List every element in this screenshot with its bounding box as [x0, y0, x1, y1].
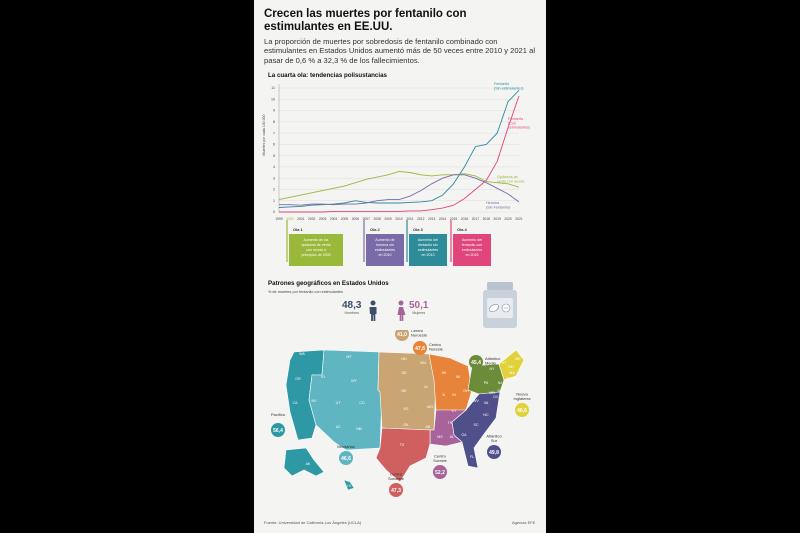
state-label: VT: [501, 361, 507, 365]
series-label: estimulantes): [508, 125, 530, 130]
wave-text: principios de 2000: [301, 253, 331, 257]
state-label: GA: [461, 433, 467, 437]
state-label: NV: [311, 399, 317, 403]
region-name: Centro: [433, 453, 447, 459]
wave-text: fentanilo con: [461, 243, 483, 247]
state-label: RI: [514, 377, 518, 381]
series-label: Heroína: [486, 201, 500, 205]
state-label: WI: [441, 371, 447, 375]
state-label: SC: [473, 423, 479, 427]
y-tick-label: 7: [273, 131, 275, 136]
x-tick-label: 2020: [504, 217, 512, 221]
region-value: 45,4: [471, 359, 481, 366]
state-label: CA: [292, 401, 298, 405]
region-name: Noreste: [429, 346, 444, 352]
y-tick-label: 10: [271, 97, 275, 102]
state-label: NE: [401, 389, 407, 393]
y-tick-label: 2: [273, 187, 275, 192]
region-name: Sur: [490, 438, 498, 443]
series-label: venta con receta: [497, 179, 525, 184]
state-label: NY: [489, 367, 495, 371]
wave-text: Aumento del: [461, 238, 483, 242]
state-label: NM: [356, 427, 362, 431]
region-name: Nueva: [516, 391, 528, 397]
state-label: IL: [442, 393, 446, 397]
region-name: Pacífico: [270, 412, 286, 417]
wave-text: opiáceos de venta: [301, 243, 331, 247]
y-tick-label: 3: [273, 176, 275, 181]
state-label: MN: [420, 361, 426, 365]
men-value: 48,3: [342, 300, 362, 311]
y-ticks: [271, 86, 275, 214]
chart-title: La cuarta ola: tendencias polisustancias: [268, 72, 387, 79]
wave-text: estimulantes: [417, 248, 439, 252]
series-line: [279, 171, 519, 199]
state-label: AZ: [335, 425, 341, 429]
x-tick-label: 2016: [460, 217, 469, 221]
state-label: WV: [473, 399, 479, 403]
women-stat: [409, 300, 428, 315]
region-value: 52,2: [435, 469, 445, 476]
x-tick-label: 2021: [515, 217, 523, 221]
x-tick-label: 2015: [449, 217, 458, 221]
region-value: 49,8: [489, 449, 499, 456]
y-tick-label: 8: [273, 120, 275, 125]
us-map: [254, 330, 546, 520]
y-axis-label: Muertes por cada 100.000: [262, 114, 266, 156]
state-label: WA: [299, 352, 305, 356]
x-tick-label: 2001: [297, 217, 305, 221]
state-label: MO: [427, 405, 433, 409]
wave-label: Ola 3: [413, 227, 423, 232]
state-label: DC: [493, 395, 499, 399]
state-label: HI: [347, 484, 351, 488]
region-name: Medio: [485, 360, 496, 366]
state-label: NC: [483, 413, 489, 417]
state-label: IA: [424, 385, 428, 389]
state-label: OR: [295, 377, 301, 381]
state-label: PA: [483, 381, 489, 385]
x-tick-label: 2009: [384, 217, 392, 221]
pill-bottle-icon: [479, 280, 521, 330]
region-name: Centro: [429, 342, 442, 347]
x-tick-label: 2013: [428, 217, 436, 221]
state-label: AK: [305, 462, 311, 466]
y-tick-label: 9: [273, 108, 275, 113]
state-label: AR: [425, 425, 431, 429]
region-name: Atlántico: [485, 356, 501, 361]
x-tick-label: 2019: [493, 217, 501, 221]
state-label: WY: [351, 379, 357, 383]
region-value: 41,0: [397, 331, 407, 338]
wave-label: Ola 1: [293, 227, 303, 232]
line-chart: [254, 80, 546, 270]
region-value: 47,8: [415, 345, 425, 352]
region-value: 47,3: [391, 487, 401, 494]
state-label: KY: [451, 409, 457, 413]
wave-text: Aumento del: [417, 238, 439, 242]
region-value: 46,6: [517, 407, 527, 414]
x-tick-label: 2004: [329, 217, 338, 221]
region-shape: [378, 352, 436, 430]
wave-text: estimulantes: [374, 248, 396, 252]
source-note: Fuente: Universidad de California-Los Ángeles (UCLA): [264, 520, 362, 525]
state-label: ID: [321, 375, 325, 379]
state-label: DE: [497, 389, 503, 393]
series-label: Opiáceos de: [497, 175, 518, 179]
state-label: MS: [437, 435, 443, 439]
page-title: Crecen las muertes por fentanilo con estimulantes en EE.UU.: [264, 8, 467, 33]
x-tick-label: 2003: [318, 217, 327, 221]
men-label: Hombres: [344, 311, 360, 315]
region-name: Inglaterra: [513, 396, 531, 401]
x-tick-label: 2018: [482, 217, 490, 221]
region-name: Montañas: [337, 444, 355, 449]
wave-text: en 2010: [378, 253, 392, 257]
state-label: KS: [403, 407, 409, 411]
state-label: CO: [359, 401, 365, 405]
wave-text: fentanilo sin: [418, 243, 438, 247]
y-tick-label: 6: [273, 142, 275, 147]
agency-credit: Agencia EFE: [512, 520, 536, 525]
gridlines: [279, 84, 519, 212]
state-label: NH: [508, 365, 514, 369]
region-name: Centro: [389, 471, 403, 477]
x-tick-label: 2012: [417, 217, 425, 221]
y-tick-label: 0: [273, 210, 275, 215]
map-title: Patrones geográficos en Estados Unidos: [268, 280, 389, 287]
x-tick-label: 2017: [471, 217, 480, 221]
man-icon: [368, 300, 378, 322]
y-tick-label: 5: [273, 153, 275, 158]
wave-text: en 2015: [465, 253, 479, 257]
state-label: VA: [483, 401, 489, 405]
state-label: MA: [509, 371, 515, 375]
map-subtitle: % de muertes por fentanilo con estimulantes: [268, 290, 343, 294]
state-label: TX: [399, 443, 405, 447]
region-shape: [429, 354, 472, 412]
state-label: MD: [489, 391, 495, 395]
region-shape: [376, 428, 430, 482]
state-label: LA: [427, 449, 433, 453]
woman-icon: [396, 300, 406, 322]
x-tick-label: 2011: [406, 217, 414, 221]
state-label: CT: [505, 377, 511, 381]
region-name: Sureste: [433, 458, 447, 463]
x-tick-label: 2014: [438, 217, 447, 221]
x-tick-label: 2007: [362, 217, 370, 221]
x-tick-label: 1999: [275, 217, 283, 221]
x-tick-label: 2008: [373, 217, 381, 221]
state-label: OK: [403, 423, 409, 427]
wave-text: heroína sin: [376, 243, 394, 247]
x-tick-label: 2000: [286, 217, 294, 221]
men-stat: [342, 300, 361, 315]
state-label: UT: [335, 401, 341, 405]
women-value: 50,1: [409, 300, 429, 311]
series-label: (Sin estimulantes): [494, 86, 524, 91]
x-tick-label: 2002: [308, 217, 316, 221]
region-name: Centro: [411, 330, 424, 333]
region-value: 56,4: [273, 427, 283, 434]
state-label: IN: [452, 393, 456, 397]
region-name: Suroeste: [387, 476, 405, 481]
alaska-shape: [284, 448, 324, 476]
x-tick-label: 2006: [351, 217, 360, 221]
infographic-card: [254, 0, 546, 533]
wave-text: Aumento de: [375, 238, 395, 242]
series-label: Fentanilo: [508, 117, 524, 121]
state-label: OH: [463, 389, 469, 393]
women-label: Mujeres: [412, 311, 426, 315]
x-ticks: [275, 217, 523, 221]
region-name: Noroeste: [411, 332, 428, 338]
page-subtitle: La proporción de muertes por sobredosis de fentanilo combinado con estimulantes en Estados Unidos aumentó más de 50 veces entre 2010 y 2021 al pasar de 0,6 % a 32,3 % de los fallecimientos.: [264, 37, 536, 65]
state-label: MT: [346, 355, 352, 359]
series-lines: [279, 90, 519, 212]
wave-text: Aumento de los: [303, 238, 329, 242]
y-tick-label: 1: [273, 198, 275, 203]
wave-text: estimulantes: [461, 248, 483, 252]
y-tick-label: 11: [271, 86, 275, 91]
state-label: NJ: [497, 381, 503, 385]
wave-boxes: [287, 220, 491, 266]
series-line: [279, 96, 519, 212]
series-label: Fentanilo: [494, 82, 510, 86]
state-label: ME: [515, 357, 521, 361]
wave-label: Ola 4: [457, 227, 467, 232]
wave-label: Ola 2: [370, 227, 380, 232]
wave-text: con receta a: [306, 248, 326, 252]
series-label: (Con: [508, 121, 516, 126]
state-label: ND: [401, 357, 407, 361]
state-label: SD: [401, 371, 407, 375]
region-name: Atlántico: [486, 433, 502, 439]
region-value: 46,6: [341, 455, 351, 462]
wave-text: en 2013: [421, 253, 435, 257]
state-label: AL: [449, 435, 455, 439]
state-label: FL: [469, 455, 475, 459]
y-tick-label: 4: [273, 165, 275, 170]
x-tick-label: 2010: [395, 217, 403, 221]
state-label: MI: [456, 375, 460, 379]
series-label: (Sin Fentanilo): [486, 205, 510, 210]
state-label: TN: [447, 421, 453, 425]
x-tick-label: 2005: [340, 217, 349, 221]
